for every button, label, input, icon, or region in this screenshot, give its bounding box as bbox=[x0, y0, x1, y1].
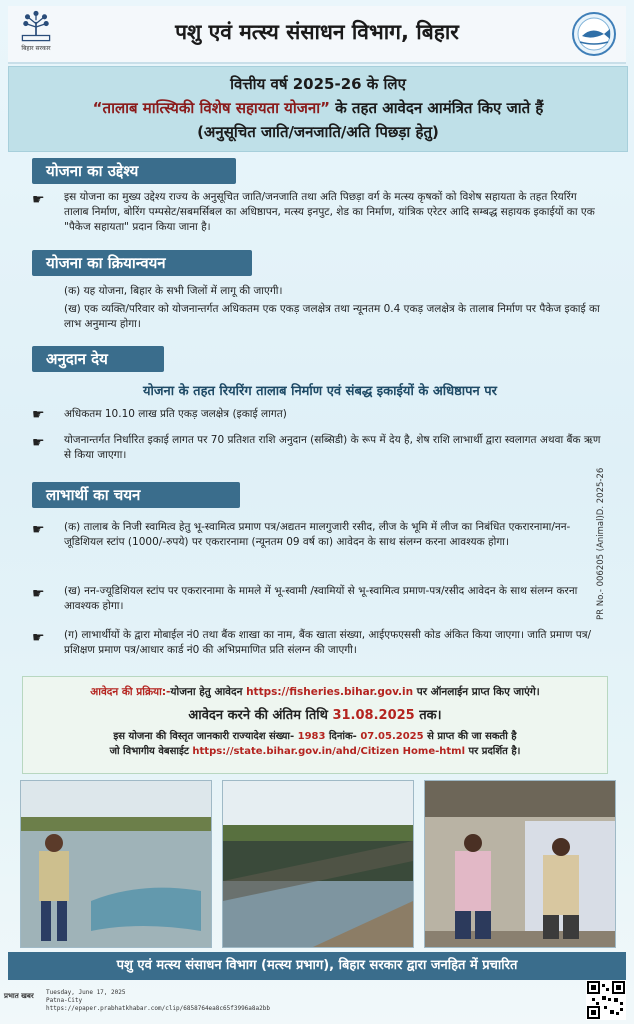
order-date: 07.05.2025 bbox=[360, 731, 424, 742]
photo-pond-farmer bbox=[20, 780, 212, 948]
section-implementation-title: योजना का क्रियान्वयन bbox=[32, 250, 252, 276]
publication-edition: Patna-City bbox=[46, 997, 83, 1004]
eligibility-line: (अनुसूचित जाति/जनजाति/अति पिछड़ा हेतु) bbox=[197, 123, 439, 141]
header bbox=[8, 6, 626, 64]
fisheries-website-link[interactable]: https://fisheries.bihar.gov.in bbox=[246, 686, 414, 698]
details-info bbox=[23, 729, 607, 759]
selection-item-3: (ग) लाभार्थीयों के द्वारा मोबाईल नं0 तथा बैंक शाखा का नाम, बैंक खाता संख्या, आईएफएससी कोड अंकित किया जाएगा। जाति प्रमाण पत्र/प्रशिक्षण प्रमाण पत्र/आधार कार्ड नं0 की अभिप्रमाणित प्रति संलग्न की जाएगी। bbox=[64, 629, 592, 656]
grant-item-1: अधिकतम 10.10 लाख प्रति एकड़ जलक्षेत्र (इकाई लागत) bbox=[64, 408, 287, 420]
pointing-hand-icon: ☛ bbox=[32, 522, 45, 538]
fish-emblem-icon bbox=[570, 10, 618, 58]
financial-year-line: वित्तीय वर्ष 2025-26 के लिए bbox=[230, 75, 406, 93]
info-line1-b: दिनांक- bbox=[325, 731, 361, 742]
publication-url[interactable]: https://epaper.prabhatkhabar.com/clip/6858764ea8c65f3996a8a2bb bbox=[46, 1005, 270, 1012]
scheme-name: “तालाब मात्स्यिकी विशेष सहायता योजना” bbox=[92, 99, 330, 117]
publication-logo: प्रभात खबर bbox=[4, 992, 34, 1000]
pointing-hand-icon: ☛ bbox=[32, 630, 45, 646]
process-label: आवेदन की प्रक्रिया:- bbox=[90, 686, 171, 698]
footer-banner: पशु एवं मत्स्य संसाधन विभाग (मत्स्य प्रभाग), बिहार सरकार द्वारा जनहित में प्रचारित bbox=[8, 952, 626, 980]
grant-subtitle: योजना के तहत रियरिंग तालाब निर्माण एवं संबद्ध इकाईयों के अधिष्ठापन पर bbox=[143, 384, 497, 399]
application-process-line bbox=[23, 685, 607, 699]
pointing-hand-icon: ☛ bbox=[32, 407, 45, 423]
section-grant-title: अनुदान देय bbox=[32, 346, 164, 372]
scheme-line bbox=[9, 98, 627, 118]
logo-caption: बिहार सरकार bbox=[21, 45, 51, 52]
grant-item-2: योजनान्तर्गत निर्धारित इकाई लागत पर 70 प्रतिशत राशि अनुदान (सब्सिडी) के रूप में देय है, शेष राशि लाभार्थी द्वारा स्वलागत अथवा बैंक ऋण से किया जाएगा। bbox=[64, 434, 601, 461]
state-website-link[interactable]: https://state.bihar.gov.in/ahd/Citizen Home-html bbox=[192, 746, 466, 757]
info-line2-a: जो विभागीय वेबसाईट bbox=[109, 746, 193, 757]
selection-item-1: (क) तालाब के निजी स्वामित्व हेतु भू-स्वामित्व प्रमाण पत्र/अद्यतन मालगुजारी रसीद, लीज के भूमि में लीज का निबंधित एकरारनामा/नन-जूडिशियल स्टांप (1000/-रुपये) पर एकरारनामा (न्यूनतम 09 वर्ष का) आवेदन के साथ संलग्न करना आवश्यक होगा। bbox=[64, 521, 571, 548]
process-text: योजना हेतु आवेदन bbox=[170, 686, 247, 698]
order-number: 1983 bbox=[297, 731, 326, 742]
title-banner bbox=[8, 66, 628, 152]
photo-officials-shed bbox=[424, 780, 616, 948]
section-selection-title: लाभार्थी का चयन bbox=[32, 482, 240, 508]
deadline-line bbox=[23, 705, 607, 723]
bihar-govt-logo bbox=[14, 10, 58, 58]
pointing-hand-icon: ☛ bbox=[32, 192, 45, 208]
pointing-hand-icon: ☛ bbox=[32, 586, 45, 602]
implementation-item-1: (क) यह योजना, बिहार के सभी जिलों में लागू की जाएगी। bbox=[64, 285, 283, 297]
info-line1-a: इस योजना की विस्तृत जानकारी राज्यादेश संख्या- bbox=[113, 731, 298, 742]
pr-number: PR No.- 006205 (Animal)D. 2025-26 bbox=[596, 467, 606, 620]
qr-code-icon[interactable] bbox=[586, 980, 626, 1020]
page-title: पशु एवं मत्स्य संसाधन विभाग, बिहार bbox=[175, 20, 459, 44]
photo-pond-construction bbox=[222, 780, 414, 948]
section-objective-title: योजना का उद्देश्य bbox=[32, 158, 236, 184]
implementation-item-2: (ख) एक व्यक्ति/परिवार को योजनान्तर्गत अधिकतम एक एकड़ जलक्षेत्र तथा न्यूनतम 0.4 एकड़ जलक्षेत्र के तालाब निर्माण पर पैकेज इकाई का लाभ अनुमान्य होगा। bbox=[64, 303, 600, 330]
deadline-tail: तक। bbox=[414, 708, 442, 723]
deadline-date: 31.08.2025 bbox=[332, 708, 415, 723]
deadline-label: आवेदन करने की अंतिम तिथि bbox=[188, 708, 333, 723]
fisheries-dept-logo bbox=[570, 10, 620, 58]
pointing-hand-icon: ☛ bbox=[32, 435, 45, 451]
info-line1-c: से प्राप्त की जा सकती है bbox=[423, 731, 517, 742]
objective-text: इस योजना का मुख्य उद्देश्य राज्य के अनुसूचित जाति/जनजाति तथा अति पिछड़ा वर्ग के मत्स्य कृषकों को विशेष सहायता के तहत रियरिंग तालाब निर्माण, बोरिंग पम्पसेट/सबमर्सिबल का अधिष्ठापन, मत्स्य इनपुट, शेड का निर्माण, यांत्रिक एरेटर आदि सम्बद्ध सहायक इकाईयों का एक "पैकेज सहायता" प्रदान किया जाना है। bbox=[64, 191, 595, 233]
publication-date: Tuesday, June 17, 2025 bbox=[46, 989, 126, 996]
application-info-box bbox=[22, 676, 608, 774]
selection-item-2: (ख) नन-ज्यूडिशियल स्टांप पर एकरारनामा के मामले में भू-स्वामी /स्वामियों से भू-स्वामित्व प्रमाण-पत्र/रसीद आवेदन के साथ संलग्न करना आवश्यक होगा। bbox=[64, 585, 578, 612]
bodhi-tree-icon bbox=[19, 10, 53, 44]
scheme-line-rest: के तहत आवेदन आमंत्रित किए जाते हैं bbox=[329, 99, 544, 117]
process-tail: पर ऑनलाईन प्राप्त किए जाएंगे। bbox=[413, 686, 540, 698]
info-line2-b: पर प्रदर्शित है। bbox=[465, 746, 521, 757]
publication-meta bbox=[46, 989, 270, 1013]
